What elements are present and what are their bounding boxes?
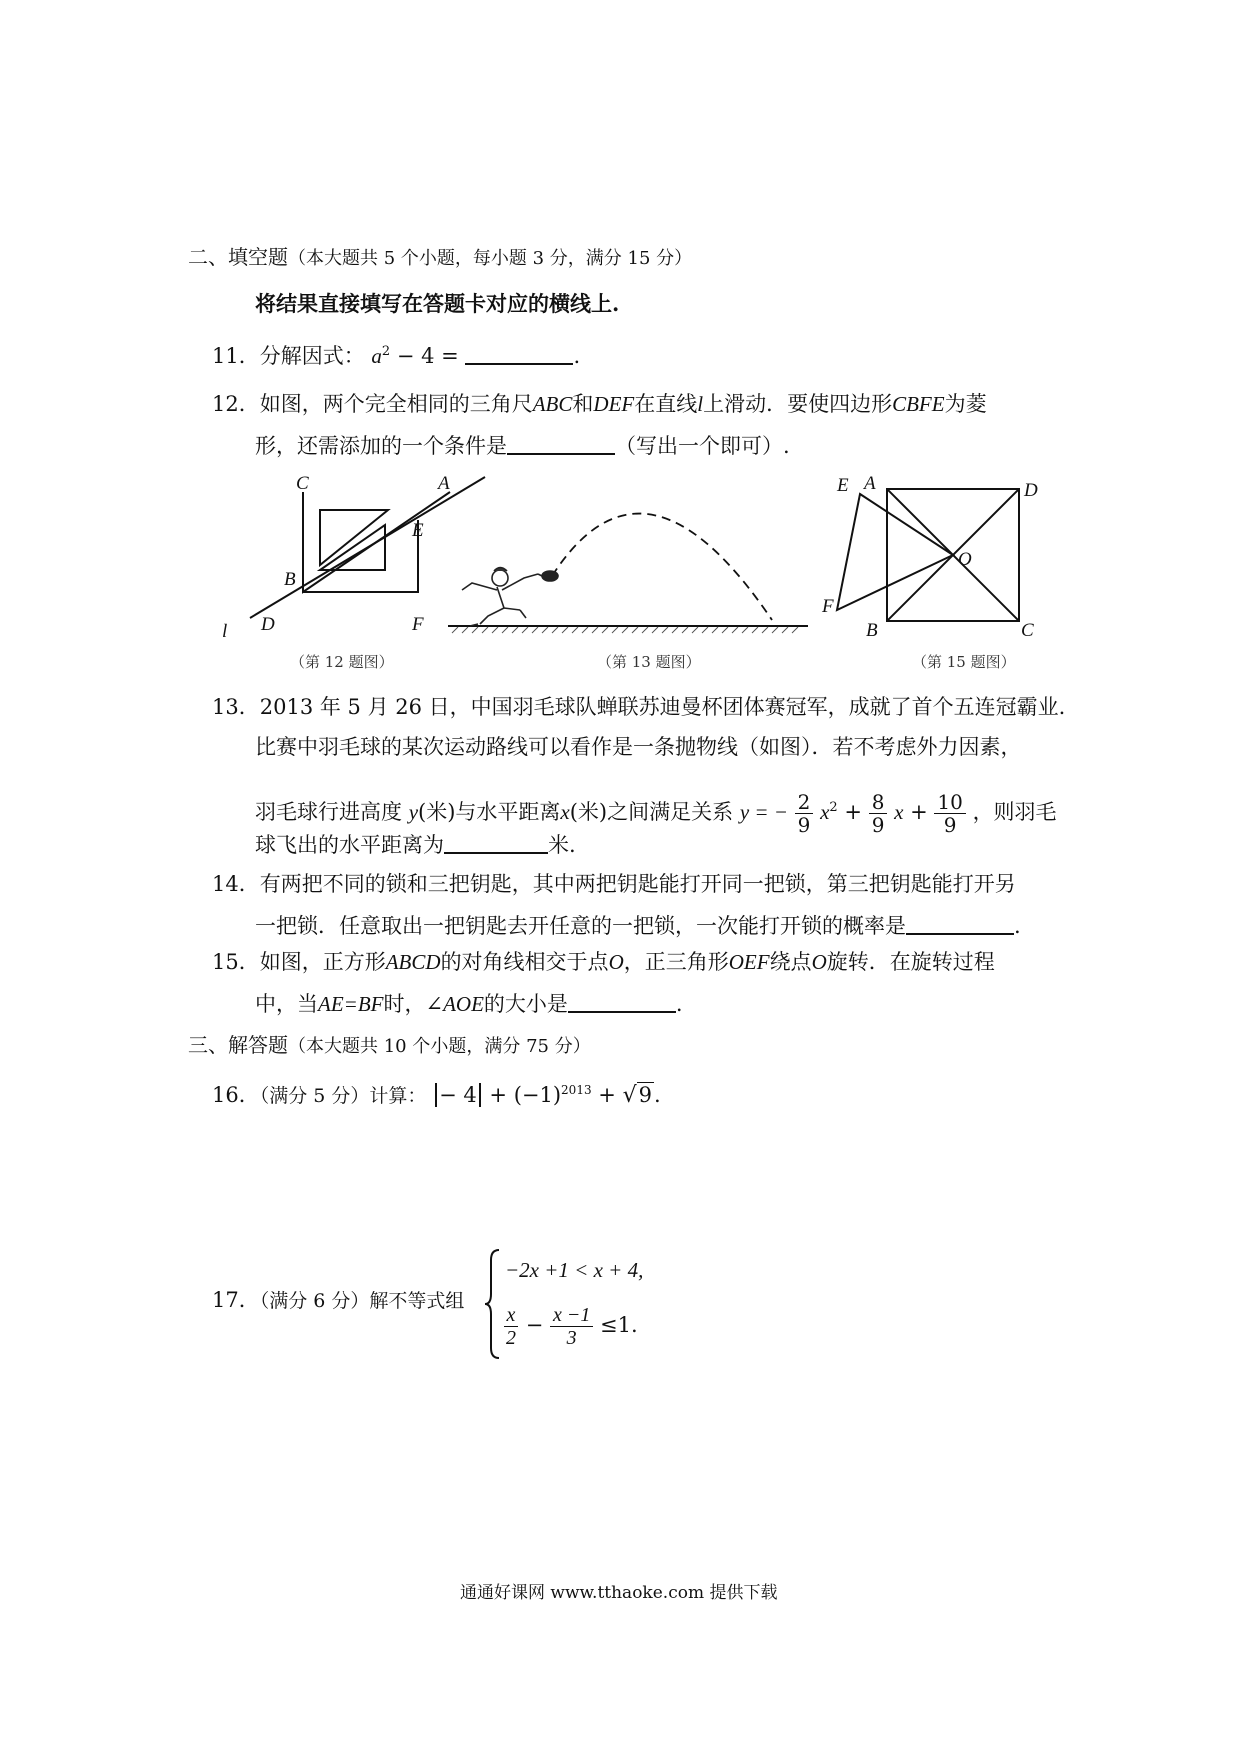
q15-text-b: 的对角线相交于点 <box>440 950 609 974</box>
abs-bar-right <box>479 1083 481 1107</box>
figure-15-caption: （第 15 题图） <box>912 653 1016 671</box>
q16-sqrt-arg: 9 <box>638 1083 652 1107</box>
q13-plus-2: + <box>910 800 928 824</box>
q16-power-base: + (−1) <box>489 1083 562 1107</box>
q13-f1-num: 2 <box>795 791 814 814</box>
q17-minus: − <box>525 1313 544 1337</box>
q16-number: 16． <box>212 1083 260 1107</box>
q11-expr-rest: − 4 = <box>390 344 459 368</box>
q13-f1-den: 9 <box>797 813 811 837</box>
section-3-note: （本大题共 10 个小题，满分 75 分） <box>288 1036 591 1057</box>
q13-plus-1: + <box>844 800 862 824</box>
section-3-header <box>188 1029 591 1058</box>
question-15-line-2 <box>255 991 683 1015</box>
question-14-line-1 <box>212 874 1016 895</box>
q13-text-3a: 羽毛球行进高度 <box>255 800 402 824</box>
question-13-line-4 <box>255 832 576 856</box>
q13-number: 13． <box>212 695 260 719</box>
section-2-note: （本大题共 5 个小题，每小题 3 分，满分 15 分） <box>288 248 693 269</box>
q15-o: O <box>608 950 624 974</box>
question-13-line-3 <box>255 780 1057 836</box>
fig12-label-b: B <box>284 569 296 590</box>
figure-13-caption: （第 13 题图） <box>597 653 701 671</box>
q13-x-exp: 2 <box>829 800 838 815</box>
system-brace-icon <box>483 1248 503 1360</box>
q15-condition: AE=BF <box>318 992 384 1016</box>
q12-text-e: （写出一个即可）. <box>615 434 790 458</box>
q14-end: . <box>1014 914 1021 938</box>
q15-text-d: 绕点 <box>769 950 812 974</box>
q15-text-c: ，正三角形 <box>623 950 729 974</box>
q17-fraction-1 <box>503 1304 519 1349</box>
q15-oef: OEF <box>728 950 770 974</box>
fig15-label-c: C <box>1021 620 1034 641</box>
q16-plus: + <box>598 1083 616 1107</box>
q16-abs-value: − 4 <box>439 1083 477 1107</box>
question-13-line-2: 比赛中羽毛球的某次运动路线可以看作是一条抛物线（如图）．若不考虑外力因素， <box>255 735 1022 759</box>
q13-x-term: x <box>894 800 904 824</box>
fig12-label-d: D <box>261 614 275 635</box>
q13-fraction-2 <box>869 791 888 836</box>
q11-exponent: 2 <box>381 344 391 359</box>
q12-text-d: 形，还需添加的一个条件是 <box>255 434 507 458</box>
q13-text-3b: (米)与水平距离 <box>418 800 561 824</box>
q12-l: l <box>697 392 704 416</box>
fig12-label-c: C <box>296 473 309 494</box>
fig15-label-a: A <box>864 473 876 494</box>
shuttle-path <box>552 514 772 620</box>
section-2-title: 二、填空题 <box>188 245 288 269</box>
q14-number: 14． <box>212 872 260 896</box>
figure-13 <box>448 514 808 633</box>
fig12-label-l: l <box>222 621 228 642</box>
q12-text-b: 上滑动．要使四边形 <box>703 392 893 416</box>
q12-text-c: 为菱 <box>944 392 987 416</box>
q16-label: （满分 5 分）计算： <box>259 1085 427 1107</box>
q14-text-2: 一把锁．任意取出一把钥匙去开任意的一把锁，一次能打开锁的概率是 <box>255 914 906 938</box>
q13-text-3c: (米)之间满足关系 <box>569 800 734 824</box>
fig12-label-f: F <box>412 614 424 635</box>
q14-answer-blank[interactable] <box>906 913 1014 935</box>
q13-f2-num: 8 <box>869 791 888 814</box>
fig15-label-d: D <box>1024 480 1038 501</box>
figures-svg <box>0 0 1240 700</box>
figure-12-labels <box>222 473 450 642</box>
q13-var-x: x <box>560 800 570 824</box>
q15-text-e: 旋转．在旋转过程 <box>826 950 995 974</box>
q13-f3-num: 10 <box>934 791 965 814</box>
q15-abcd: ABCD <box>385 950 441 974</box>
page-footer: 通通好课网 www.tthaoke.com 提供下载 <box>460 1583 778 1603</box>
sqrt-icon: √ <box>622 1083 637 1108</box>
fig15-label-f: F <box>822 596 834 617</box>
q12-def: DEF <box>593 392 635 416</box>
q12-text-a: 如图，两个完全相同的三角尺 <box>259 392 533 416</box>
fig15-label-o: O <box>958 549 972 570</box>
q17-f2-den: 3 <box>566 1327 577 1349</box>
section-2-instruction: 将结果直接填写在答题卡对应的横线上. <box>255 291 620 316</box>
q11-text: 分解因式： <box>259 344 365 368</box>
q17-number: 17． <box>212 1288 260 1312</box>
question-13-line-1 <box>212 697 1065 718</box>
triangle-oef <box>837 494 953 610</box>
q12-abc: ABC <box>532 392 573 416</box>
q17-f2-num: x −1 <box>550 1304 593 1327</box>
q13-eq-lhs: y = − <box>739 800 788 824</box>
question-14-line-2 <box>255 913 1021 937</box>
triangle-abc <box>303 492 450 592</box>
q13-text-4a: 球飞出的水平距离为 <box>255 833 444 857</box>
figure-15 <box>837 489 1019 621</box>
q15-text-g: 时，∠ <box>383 992 444 1016</box>
inner-hole-lower <box>320 525 385 570</box>
q13-answer-blank[interactable] <box>444 832 548 854</box>
q13-fraction-3 <box>934 791 965 836</box>
q15-number: 15． <box>212 950 260 974</box>
fig12-label-a: A <box>438 473 450 494</box>
question-15-line-1 <box>212 952 995 973</box>
q12-mid: 在直线 <box>634 392 698 416</box>
q15-o2: O <box>811 950 827 974</box>
player-icon <box>462 568 558 627</box>
q12-and: 和 <box>572 392 594 416</box>
q17-fraction-2 <box>550 1304 593 1349</box>
q13-text-4b: 米. <box>548 833 576 857</box>
abs-bar-left <box>435 1083 437 1107</box>
q13-f3-den: 9 <box>943 813 957 837</box>
q17-inequality-1: −2x +1 < x + 4, <box>505 1258 644 1282</box>
figure-12 <box>250 477 485 618</box>
q11-number: 11． <box>212 344 260 368</box>
question-17-label <box>212 1290 464 1311</box>
q17-f1-den: 2 <box>506 1327 516 1349</box>
figure-15-labels <box>821 473 1038 641</box>
q15-answer-blank[interactable] <box>568 991 676 1013</box>
q17-f1-num: x <box>504 1304 519 1327</box>
q11-end: . <box>573 344 581 368</box>
q17-tail: ≤1. <box>600 1313 638 1337</box>
figure-12-caption: （第 12 题图） <box>290 653 394 671</box>
q12-number: 12． <box>212 392 260 416</box>
q15-text-f: 中，当 <box>255 992 318 1016</box>
q13-var-y: y <box>408 800 419 824</box>
q17-label: （满分 6 分）解不等式组 <box>259 1290 465 1312</box>
q13-fraction-1 <box>795 791 814 836</box>
q13-f2-den: 9 <box>871 813 885 837</box>
q11-base: a <box>371 344 382 368</box>
q12-cbfe: CBFE <box>892 392 945 416</box>
q15-end: . <box>675 992 683 1016</box>
q16-end: . <box>653 1083 661 1107</box>
q14-text-1: 有两把不同的锁和三把钥匙，其中两把钥匙能打开同一把锁，第三把钥匙能打开另 <box>259 872 1016 896</box>
fig12-label-e: E <box>412 520 424 541</box>
q15-text-h: 的大小是 <box>483 992 568 1016</box>
fig15-label-e: E <box>837 475 849 496</box>
question-16 <box>212 1083 661 1107</box>
q16-power-exp: 2013 <box>561 1083 592 1097</box>
q13-x-squared: x <box>820 800 830 824</box>
q13-text-1: 2013 年 5 月 26 日，中国羽毛球队蝉联苏迪曼杯团体赛冠军，成就了首个五连冠霸业. <box>259 695 1066 719</box>
q15-text-a: 如图，正方形 <box>259 950 386 974</box>
q17-inequality-2 <box>503 1304 638 1349</box>
q13-text-3d: ，则羽毛 <box>972 800 1057 824</box>
q15-aoe: AOE <box>443 992 484 1016</box>
section-3-title: 三、解答题 <box>188 1033 288 1057</box>
fig15-label-b: B <box>866 620 878 641</box>
